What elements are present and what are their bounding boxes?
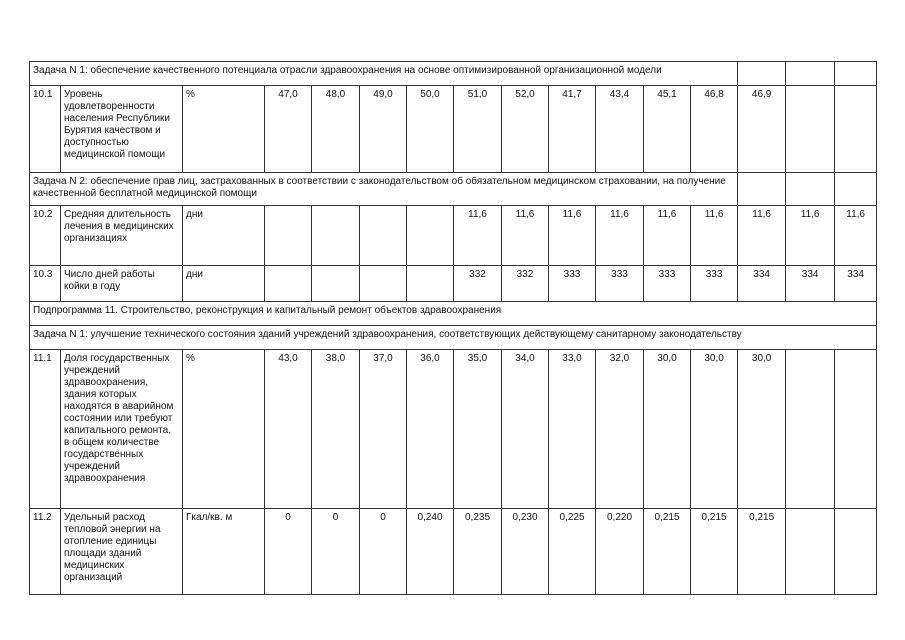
- value-cell: 11,6: [502, 206, 549, 266]
- value-cell: 333: [691, 266, 738, 302]
- row-code: 10.2: [30, 206, 61, 266]
- table-cell: [835, 62, 877, 86]
- section-heading: Задача N 2: обеспечение прав лиц, застрахованных в соответствии с законодательством об обязательном медицинском страховании, на получение качественной бесплатной медицинской помощи: [30, 173, 738, 206]
- value-cell: 332: [454, 266, 502, 302]
- value-cell: 11,6: [738, 206, 786, 266]
- table-cell: [835, 173, 877, 206]
- value-cell: 11,6: [644, 206, 691, 266]
- value-cell: 11,6: [454, 206, 502, 266]
- indicator-name: Удельный расход тепловой энергии на отопление единицы площади зданий медицинских организаций: [61, 509, 183, 595]
- indicators-table: [29, 61, 877, 595]
- value-cell: 334: [786, 266, 835, 302]
- value-cell: 11,6: [786, 206, 835, 266]
- value-cell: 0,235: [454, 509, 502, 595]
- row-code: 11.1: [30, 350, 61, 509]
- table-row: [30, 509, 877, 595]
- value-cell: 11,6: [691, 206, 738, 266]
- unit-cell: дни: [183, 206, 265, 266]
- value-cell: 36,0: [407, 350, 454, 509]
- value-cell: 0,215: [738, 509, 786, 595]
- value-cell: [360, 206, 407, 266]
- value-cell: [407, 206, 454, 266]
- value-cell: 46,8: [691, 86, 738, 173]
- value-cell: 47,0: [265, 86, 312, 173]
- indicator-name: Уровень удовлетворенности населения Республики Бурятия качеством и доступностью медицинской помощи: [61, 86, 183, 173]
- value-cell: 45,1: [644, 86, 691, 173]
- value-cell: [265, 266, 312, 302]
- value-cell: [786, 509, 835, 595]
- value-cell: 11,6: [596, 206, 644, 266]
- table-row: [30, 206, 877, 266]
- table-cell: [738, 62, 786, 86]
- value-cell: 30,0: [738, 350, 786, 509]
- value-cell: 33,0: [549, 350, 596, 509]
- table-cell: [786, 62, 835, 86]
- value-cell: [407, 266, 454, 302]
- unit-cell: Гкал/кв. м: [183, 509, 265, 595]
- value-cell: 0,215: [691, 509, 738, 595]
- unit-cell: %: [183, 350, 265, 509]
- section-row: [30, 326, 877, 350]
- value-cell: 48,0: [312, 86, 360, 173]
- value-cell: 41,7: [549, 86, 596, 173]
- value-cell: [312, 206, 360, 266]
- table-row: [30, 86, 877, 173]
- table-row: [30, 266, 877, 302]
- value-cell: 11,6: [549, 206, 596, 266]
- value-cell: 0,225: [549, 509, 596, 595]
- indicator-name: Доля государственных учреждений здравоохранения, здания которых находятся в аварийном состоянии или требуют капитального ремонта, в общем количестве государственных учреждений здравоохранения: [61, 350, 183, 509]
- value-cell: 334: [835, 266, 877, 302]
- value-cell: 49,0: [360, 86, 407, 173]
- value-cell: 30,0: [644, 350, 691, 509]
- indicator-name: Число дней работы койки в году: [61, 266, 183, 302]
- value-cell: 333: [644, 266, 691, 302]
- value-cell: [786, 86, 835, 173]
- table-cell: [738, 173, 786, 206]
- value-cell: [786, 350, 835, 509]
- section-heading: Задача N 1: улучшение технического состояния зданий учреждений здравоохранения, соответствующих действующему санитарному законодательству: [30, 326, 877, 350]
- value-cell: 35,0: [454, 350, 502, 509]
- value-cell: 38,0: [312, 350, 360, 509]
- subprogram-heading: Подпрограмма 11. Строительство, реконструкция и капитальный ремонт объектов здравоохранения: [30, 302, 877, 326]
- value-cell: [835, 509, 877, 595]
- row-code: 11.2: [30, 509, 61, 595]
- value-cell: 0,230: [502, 509, 549, 595]
- value-cell: 334: [738, 266, 786, 302]
- value-cell: 37,0: [360, 350, 407, 509]
- section-row: [30, 302, 877, 326]
- value-cell: 0: [265, 509, 312, 595]
- value-cell: 0,215: [644, 509, 691, 595]
- value-cell: 0,220: [596, 509, 644, 595]
- value-cell: [360, 266, 407, 302]
- value-cell: 333: [596, 266, 644, 302]
- table-row: [30, 350, 877, 509]
- value-cell: 52,0: [502, 86, 549, 173]
- value-cell: [835, 350, 877, 509]
- value-cell: 51,0: [454, 86, 502, 173]
- value-cell: 11,6: [835, 206, 877, 266]
- value-cell: 32,0: [596, 350, 644, 509]
- value-cell: 34,0: [502, 350, 549, 509]
- indicator-name: Средняя длительность лечения в медицинских организациях: [61, 206, 183, 266]
- value-cell: 333: [549, 266, 596, 302]
- unit-cell: дни: [183, 266, 265, 302]
- value-cell: [835, 86, 877, 173]
- table-cell: [786, 173, 835, 206]
- value-cell: [265, 206, 312, 266]
- value-cell: 43,4: [596, 86, 644, 173]
- value-cell: 0,240: [407, 509, 454, 595]
- value-cell: [312, 266, 360, 302]
- row-code: 10.3: [30, 266, 61, 302]
- value-cell: 43,0: [265, 350, 312, 509]
- section-heading: Задача N 1: обеспечение качественного потенциала отрасли здравоохранения на основе оптимизированной организационной модели: [30, 62, 738, 86]
- section-row: [30, 62, 877, 86]
- value-cell: 50,0: [407, 86, 454, 173]
- value-cell: 30,0: [691, 350, 738, 509]
- section-row: [30, 173, 877, 206]
- value-cell: 46,9: [738, 86, 786, 173]
- value-cell: 332: [502, 266, 549, 302]
- value-cell: 0: [360, 509, 407, 595]
- value-cell: 0: [312, 509, 360, 595]
- row-code: 10.1: [30, 86, 61, 173]
- unit-cell: %: [183, 86, 265, 173]
